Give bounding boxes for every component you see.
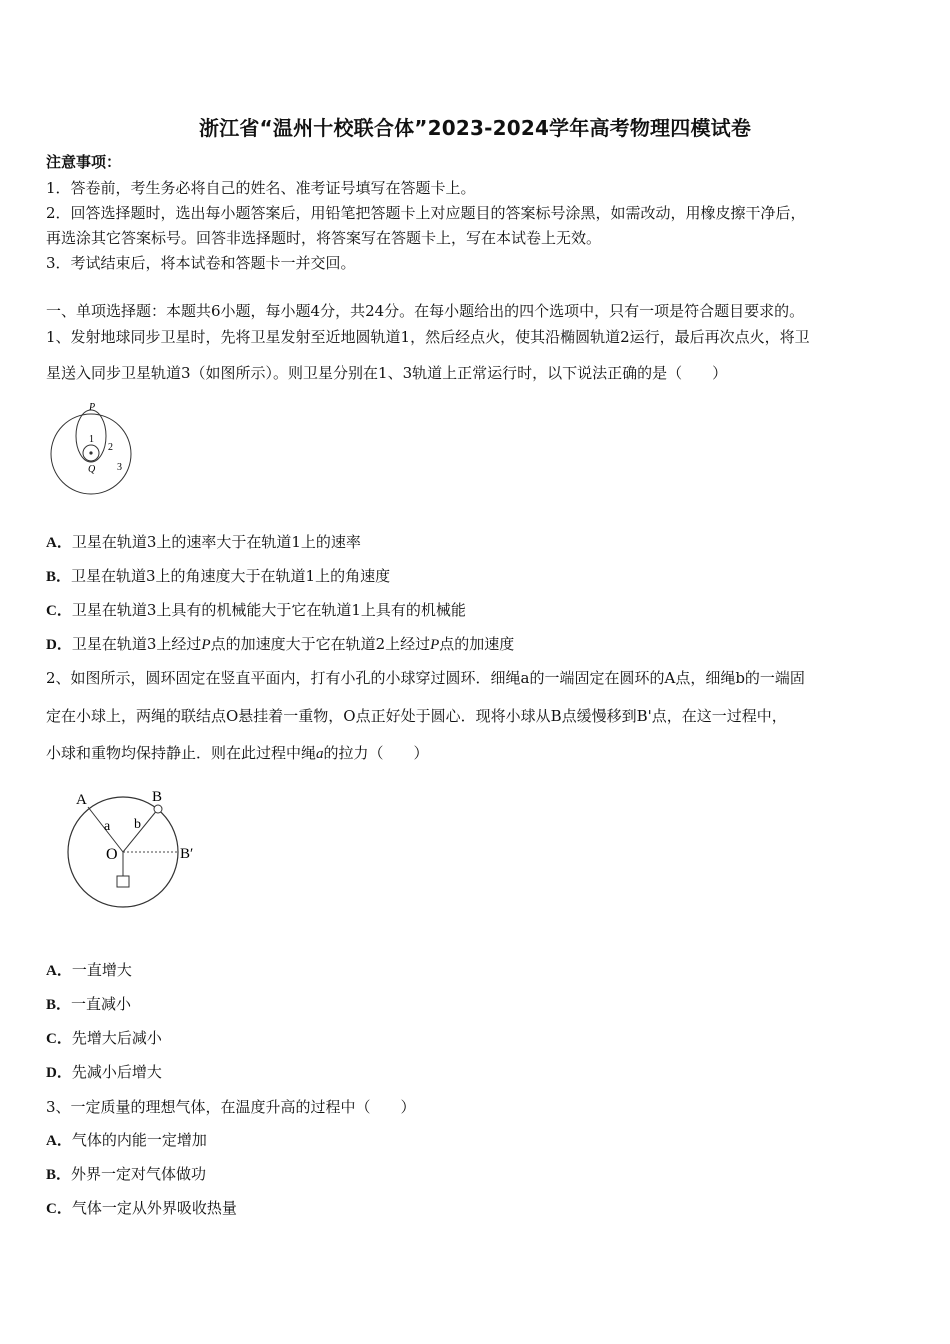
q1-stem-line1: 1、发射地球同步卫星时，先将卫星发射至近地圆轨道1，然后经点火，使其沿椭圆轨道2运行，最后再次点火，将卫 xyxy=(46,328,810,346)
weight-box xyxy=(117,876,129,887)
option-text: 卫星在轨道3上的速率大于在轨道1上的速率 xyxy=(71,533,361,551)
q1-stem-line2: 星送入同步卫星轨道3（如图所示）。则卫星分别在1、3轨道上正常运行时，以下说法正确的是（ ） xyxy=(46,364,728,382)
q2-stem-line1: 2、如图所示，圆环固定在竖直平面内，打有小孔的小球穿过圆环．细绳a的一端固定在圆环的A点，细绳b的一端固 xyxy=(46,669,805,687)
option-letter: D． xyxy=(46,1065,72,1081)
stem-text-post: 的拉力（ ） xyxy=(323,744,429,762)
option-text-pre: 卫星在轨道3上经过 xyxy=(71,635,202,653)
label-a: a xyxy=(104,819,111,834)
option-text: 气体的内能一定增加 xyxy=(71,1131,207,1149)
option-letter: A． xyxy=(46,1133,72,1149)
option-letter: C． xyxy=(46,1031,72,1047)
notice-item-1: 1．答卷前，考生务必将自己的姓名、准考证号填写在答题卡上。 xyxy=(46,179,476,197)
option-letter: A． xyxy=(46,963,72,979)
q1-option-d[interactable] xyxy=(46,634,514,655)
option-letter: C． xyxy=(46,603,72,619)
q3-option-a[interactable] xyxy=(46,1130,207,1151)
label-B-prime: B′ xyxy=(180,846,194,862)
stem-text-pre: 小球和重物均保持静止．则在此过程中绳 xyxy=(46,744,317,762)
q3-option-b[interactable] xyxy=(46,1164,206,1185)
option-text: 卫星在轨道3上的角速度大于在轨道1上的角速度 xyxy=(71,567,391,585)
q2-option-c[interactable] xyxy=(46,1028,162,1049)
option-letter: D． xyxy=(46,637,72,653)
option-text: 一直减小 xyxy=(71,995,132,1013)
ball xyxy=(154,805,162,813)
q3-option-c[interactable] xyxy=(46,1198,237,1219)
option-text: 外界一定对气体做功 xyxy=(71,1165,207,1183)
earth-dot xyxy=(89,451,92,454)
q1-option-b[interactable] xyxy=(46,566,390,587)
option-letter: A． xyxy=(46,535,72,551)
option-text: 气体一定从外界吸收热量 xyxy=(71,1199,237,1217)
label-b: b xyxy=(134,817,141,832)
option-text: 卫星在轨道3上具有的机械能大于它在轨道1上具有的机械能 xyxy=(71,601,466,619)
q1-option-c[interactable] xyxy=(46,600,466,621)
label-orbit-2: 2 xyxy=(108,442,113,453)
q2-option-d[interactable] xyxy=(46,1062,162,1083)
page-title: 浙江省“温州十校联合体”2023-2024学年高考物理四模试卷 xyxy=(198,116,752,140)
q1-orbit-figure xyxy=(46,398,136,500)
q2-ring-figure xyxy=(66,782,216,912)
label-B: B xyxy=(152,789,163,805)
q2-stem-line3 xyxy=(46,743,429,764)
notice-item-2: 2．回答选择题时，选出每小题答案后，用铅笔把答题卡上对应题目的答案标号涂黑，如需改动，用橡皮擦干净后， xyxy=(46,204,806,222)
variable-a: a xyxy=(316,746,324,762)
label-p: P xyxy=(89,402,96,413)
option-text: 先增大后减小 xyxy=(71,1029,162,1047)
notice-item-2-cont: 再选涂其它答案标号。回答非选择题时，将答案写在答题卡上，写在本试卷上无效。 xyxy=(46,229,602,247)
variable-p: P xyxy=(430,637,440,653)
q1-option-a[interactable] xyxy=(46,532,361,553)
notice-item-3: 3．考试结束后，将本试卷和答题卡一并交回。 xyxy=(46,254,356,272)
option-text: 先减小后增大 xyxy=(71,1063,162,1081)
option-text: 一直增大 xyxy=(71,961,132,979)
option-letter: B． xyxy=(46,1167,72,1183)
label-orbit-3: 3 xyxy=(117,462,122,473)
q2-option-a[interactable] xyxy=(46,960,132,981)
q2-stem-line2: 定在小球上，两绳的联结点O悬挂着一重物，O点正好处于圆心．现将小球从B点缓慢移到B'点，在这一过程中， xyxy=(46,707,787,725)
option-text-mid: 点的加速度大于它在轨道2上经过 xyxy=(210,635,431,653)
label-orbit-1: 1 xyxy=(89,434,94,445)
q2-option-b[interactable] xyxy=(46,994,131,1015)
variable-p: P xyxy=(201,637,211,653)
notice-heading: 注意事项： xyxy=(46,153,122,171)
option-letter: C． xyxy=(46,1201,72,1217)
label-A: A xyxy=(76,792,87,808)
section-heading: 一、单项选择题：本题共6小题，每小题4分，共24分。在每小题给出的四个选项中，只有一项是符合题目要求的。 xyxy=(46,302,805,320)
label-O: O xyxy=(106,846,118,863)
label-q: Q xyxy=(88,464,96,475)
option-letter: B． xyxy=(46,997,72,1013)
option-text-post: 点的加速度 xyxy=(439,635,515,653)
q3-stem: 3、一定质量的理想气体，在温度升高的过程中（ ） xyxy=(46,1098,416,1116)
option-letter: B． xyxy=(46,569,72,585)
